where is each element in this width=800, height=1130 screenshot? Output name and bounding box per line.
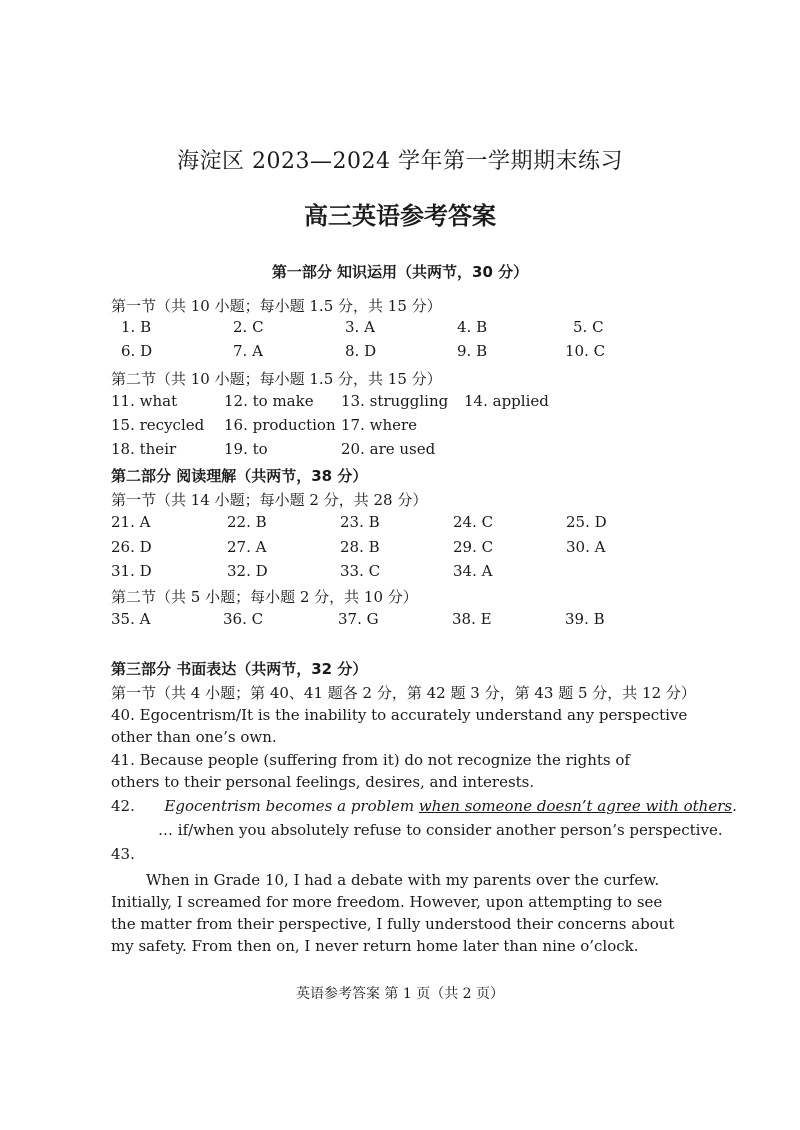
answer-42-underlined: when someone doesn’t agree with others <box>418 797 733 815</box>
answer-item: 8. D <box>345 342 377 360</box>
answer-41-text: 41. Because people (suffering from it) do not recognize the rights of others to their personal feelings, desires, and interests. <box>111 751 630 791</box>
answer-row <box>0 416 800 438</box>
answer-item: 38. E <box>452 610 492 628</box>
answer-item: 6. D <box>121 342 153 360</box>
part3-heading: 第三部分 书面表达（共两节，32 分） <box>111 660 368 678</box>
answer-item: 21. A <box>111 513 151 531</box>
part3-sec1-heading: 第一节（共 4 小题；第 40、41 题各 2 分，第 42 题 3 分，第 43 题 5 分，共 12 分） <box>111 684 696 702</box>
answer-item: 25. D <box>566 513 607 531</box>
answer-item: 34. A <box>453 562 493 580</box>
answer-item: 2. C <box>233 318 264 336</box>
answer-item: 29. C <box>453 538 494 556</box>
answer-item: 18. their <box>111 440 177 458</box>
part2-heading: 第二部分 阅读理解（共两节，38 分） <box>111 467 368 485</box>
answer-item: 13. struggling <box>341 392 449 410</box>
part2-sec2-heading: 第二节（共 5 小题；每小题 2 分，共 10 分） <box>111 588 418 606</box>
answer-item: 11. what <box>111 392 178 410</box>
answer-item: 23. B <box>340 513 380 531</box>
answer-row <box>0 440 800 462</box>
page-footer: 英语参考答案 第 1 页（共 2 页） <box>295 986 505 1002</box>
answer-41 <box>111 749 671 793</box>
answer-row <box>0 610 800 632</box>
answer-42-number: 42. <box>111 797 135 815</box>
answer-item: 10. C <box>565 342 606 360</box>
answer-item: 32. D <box>227 562 268 580</box>
answer-item: 1. B <box>121 318 152 336</box>
answer-item: 22. B <box>227 513 267 531</box>
answer-row <box>0 538 800 560</box>
answer-item: 20. are used <box>341 440 436 458</box>
part1-sec2-heading: 第二节（共 10 小题；每小题 1.5 分，共 15 分） <box>111 370 442 388</box>
answer-row <box>0 342 800 364</box>
answer-row <box>0 318 800 340</box>
part2-sec1-heading: 第一节（共 14 小题；每小题 2 分，共 28 分） <box>111 491 428 509</box>
answer-43-number: 43. <box>111 845 135 863</box>
answer-row <box>0 392 800 414</box>
answer-40: 40. Egocentrism/It is the inability to accurately understand any perspective other than one’s own. <box>111 706 688 746</box>
answer-item: 30. A <box>566 538 606 556</box>
page-subtitle: 高三英语参考答案 <box>304 202 496 230</box>
answer-item: 28. B <box>340 538 380 556</box>
answer-42-period: . <box>732 797 737 815</box>
answer-item: 12. to make <box>224 392 314 410</box>
answer-item: 33. C <box>340 562 381 580</box>
answer-43-paragraph: When in Grade 10, I had a debate with my parents over the curfew. Initially, I screamed for more freedom. However, upon attempting to see the matter from their perspective, I fully understood their concerns about my safety. From then on, I never return home later than nine o’clock. <box>111 871 675 955</box>
answer-item: 26. D <box>111 538 152 556</box>
answer-item: 3. A <box>345 318 375 336</box>
answer-item: 31. D <box>111 562 152 580</box>
answer-item: 15. recycled <box>111 416 205 434</box>
answer-42 <box>111 797 737 815</box>
answer-42-alternative: … if/when you absolutely refuse to consider another person’s perspective. <box>158 821 723 839</box>
answer-row <box>0 562 800 584</box>
answer-item: 17. where <box>341 416 418 434</box>
page-title: 海淀区 2023—2024 学年第一学期期末练习 <box>177 149 623 174</box>
answer-item: 5. C <box>573 318 604 336</box>
part1-sec1-heading: 第一节（共 10 小题；每小题 1.5 分，共 15 分） <box>111 297 442 315</box>
answer-item: 24. C <box>453 513 494 531</box>
answer-item: 7. A <box>233 342 263 360</box>
answer-item: 9. B <box>457 342 488 360</box>
answer-item: 39. B <box>565 610 605 628</box>
answer-item: 19. to <box>224 440 268 458</box>
answer-item: 16. production <box>224 416 336 434</box>
answer-item: 27. A <box>227 538 267 556</box>
answer-item: 4. B <box>457 318 488 336</box>
answer-item: 14. applied <box>464 392 549 410</box>
answer-item: 35. A <box>111 610 151 628</box>
answer-item: 37. G <box>338 610 379 628</box>
part1-heading: 第一部分 知识运用（共两节，30 分） <box>271 263 529 281</box>
answer-item: 36. C <box>223 610 264 628</box>
answer-42-lead: Egocentrism becomes a problem <box>164 797 419 815</box>
answer-row <box>0 513 800 535</box>
